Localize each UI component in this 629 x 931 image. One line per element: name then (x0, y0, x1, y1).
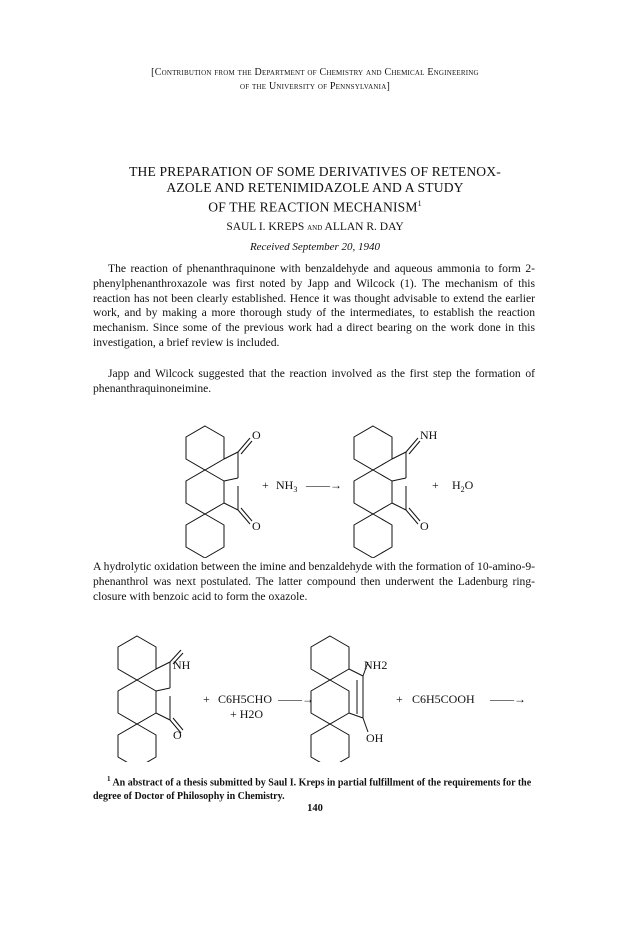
reaction-scheme-2 (0, 632, 629, 762)
reaction-scheme-1 (0, 408, 629, 558)
scheme2-product-oh: OH (366, 731, 384, 745)
scheme2-product-nh2: NH2 (364, 658, 388, 672)
article-title (80, 164, 550, 216)
author-2: ALLAN R. DAY (324, 221, 404, 233)
title-line-3-text: OF THE REACTION MECHANISM (208, 199, 418, 215)
product-o: O (420, 519, 429, 533)
scheme1-reagent (276, 478, 297, 494)
scheme1-reagent-text: NH (276, 478, 294, 492)
paragraph-1-text: The reaction of phenanthraquinone with benzaldehyde and aqueous ammonia to form 2-phenylphenanthroxazole was first noted by Japp and Wilcock (1). The mechanism of this reaction has not been clearly established. Hence it was thought advisable to extend the earlier work, and by making a more thorough study of the intermediates, to establish the reaction mechanism. Since some of the previous work had a direct bearing on the work done in this investigation, a brief review is included. (93, 262, 535, 349)
scheme2-reactant-nh: NH (173, 658, 191, 672)
title-line-2: AZOLE AND RETENIMIDAZOLE AND A STUDY (166, 180, 464, 195)
title-line-1: THE PREPARATION OF SOME DERIVATIVES OF RETENOX- (129, 164, 501, 179)
scheme1-reagent-sub: 3 (293, 485, 298, 494)
reactant-o-bottom: O (252, 519, 261, 533)
paragraph-3 (93, 560, 535, 604)
scheme2-reagent-line-1: C6H5CHO (218, 692, 273, 706)
scheme2-plus-2: + (396, 692, 403, 706)
scheme1-byproduct-sub: 2 (460, 485, 465, 494)
footnote-text: An abstract of a thesis submitted by Saul I. Kreps in partial fulfillment of the requirements for the degree of Doctor of Philosophy in Chemistry. (93, 777, 532, 803)
phenanthraquinoneimine-structure (354, 426, 420, 558)
scheme1-byproduct-tail: O (464, 478, 474, 492)
title-footnote-mark: 1 (417, 199, 422, 208)
paragraph-1 (93, 262, 535, 351)
footnote-mark: 1 (107, 775, 111, 783)
reactant-o-top: O (252, 428, 261, 442)
contribution-line-2: of the University of Pennsylvania] (240, 81, 390, 92)
received-date: Received September 20, 1940 (249, 241, 381, 253)
contribution-header (70, 66, 560, 94)
footnote (93, 772, 535, 804)
page-number: 140 (307, 803, 323, 814)
paragraph-2-text: Japp and Wilcock suggested that the reaction involved as the first step the formation of phenanthraquinoneimine. (93, 367, 535, 395)
scheme2-reagent-line-2: + H2O (230, 707, 264, 721)
author-1: SAUL I. KREPS (226, 221, 305, 233)
scheme1-byproduct-text: H (452, 478, 461, 492)
scheme1-plus-2: + (432, 478, 439, 492)
scheme2-reactant-o: O (173, 728, 182, 742)
scheme1-byproduct (452, 478, 474, 494)
author-and: and (307, 222, 323, 233)
title-line-3 (80, 196, 550, 216)
paragraph-2 (93, 367, 535, 397)
contribution-line-1: [Contribution from the Department of Chemistry and Chemical Engineering (151, 67, 479, 78)
aminophenanthrol-structure (311, 636, 368, 762)
imine-structure (118, 636, 183, 762)
paragraph-3-text: A hydrolytic oxidation between the imine and benzaldehyde with the formation of 10-amino-9-phenanthrol was next postulated. The latter compound then underwent the Ladenburg ring-closure with benzoic acid to form the oxazole. (93, 560, 535, 603)
product-nh: NH (420, 428, 438, 442)
scheme2-arrow-2: ——→ (490, 692, 526, 706)
scheme2-byproduct: C6H5COOH (412, 692, 475, 706)
scheme1-arrow: ——→ (306, 478, 342, 492)
scheme1-plus-1: + (262, 478, 269, 492)
author-line (80, 220, 550, 235)
scheme2-plus-1: + (203, 692, 210, 706)
phenanthraquinone-structure (186, 426, 252, 558)
scheme2-arrow-1: ——→ (278, 692, 314, 706)
